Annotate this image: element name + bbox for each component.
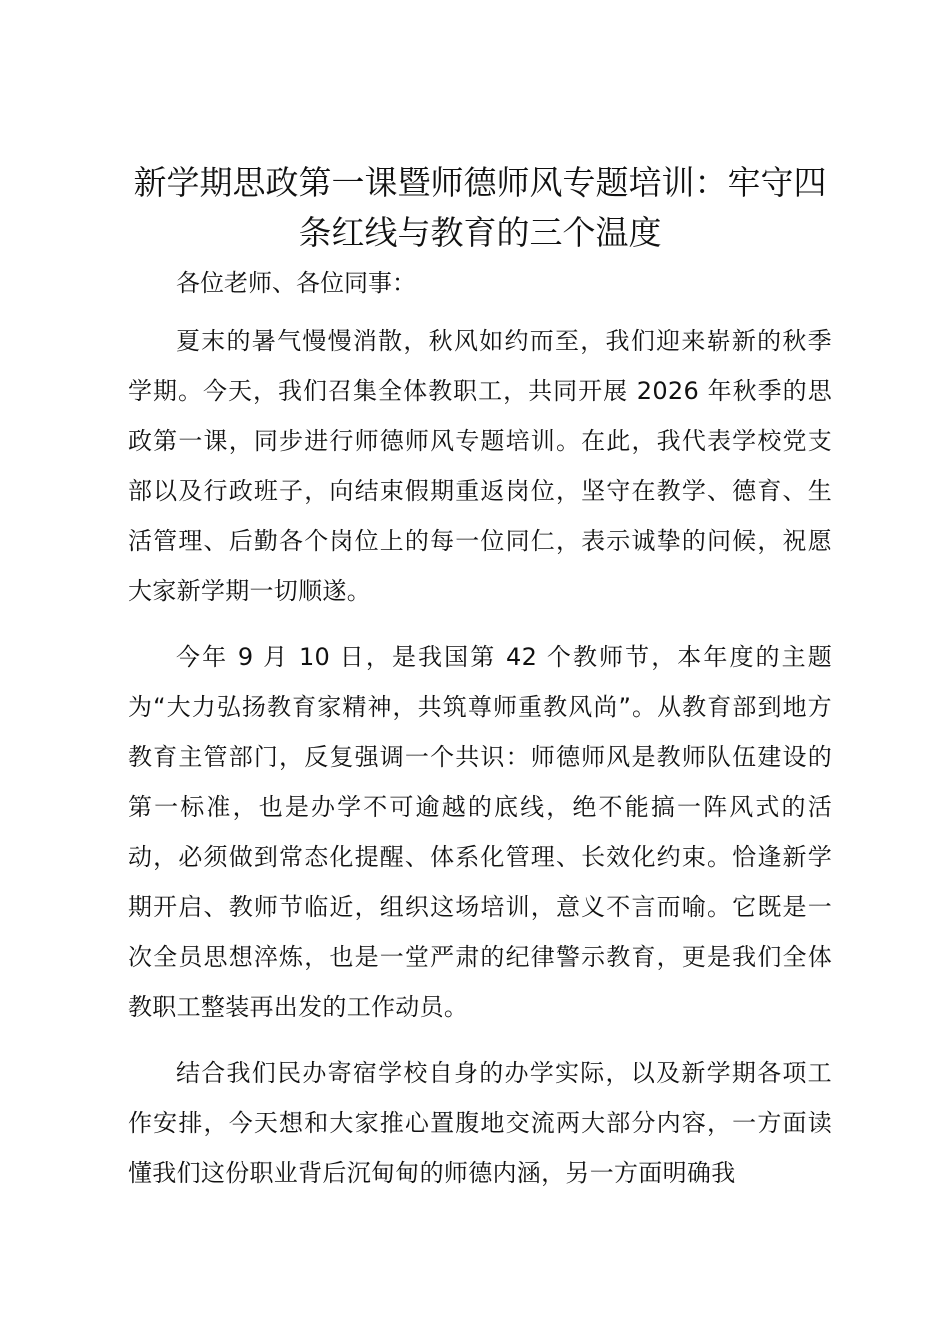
paragraph-2: 今年 9 月 10 日，是我国第 42 个教师节，本年度的主题为“大力弘扬教育家精神，共筑尊师重教风尚”。从教育部到地方教育主管部门，反复强调一个共识：师德师风是教师队伍建设的第一标准，也是办学不可逾越的底线，绝不能搞一阵风式的活动，必须做到常态化提醒、体系化管理、长效化约束。恰逢新学期开启、教师节临近，组织这场培训，意义不言而喻。它既是一次全员思想淬炼，也是一堂严肃的纪律警示教育，更是我们全体教职工整装再出发的工作动员。 <box>128 643 832 1021</box>
document-page <box>128 158 832 1198</box>
document-title: 新学期思政第一课暨师德师风专题培训：牢守四条红线与教育的三个温度 <box>133 163 827 252</box>
paragraph-1: 夏末的暑气慢慢消散，秋风如约而至，我们迎来崭新的秋季学期。今天，我们召集全体教职工，共同开展 2026 年秋季的思政第一课，同步进行师德师风专题培训。在此，我代表学校党支部以及行政班子，向结束假期重返岗位，坚守在教学、德育、生活管理、后勤各个岗位上的每一位同仁，表示诚挚的问候，祝愿大家新学期一切顺遂。 <box>128 327 832 605</box>
salutation: 各位老师、各位同事： <box>176 269 416 297</box>
paragraph-3: 结合我们民办寄宿学校自身的办学实际，以及新学期各项工作安排，今天想和大家推心置腹地交流两大部分内容，一方面读懂我们这份职业背后沉甸甸的师德内涵，另一方面明确我 <box>128 1059 832 1187</box>
